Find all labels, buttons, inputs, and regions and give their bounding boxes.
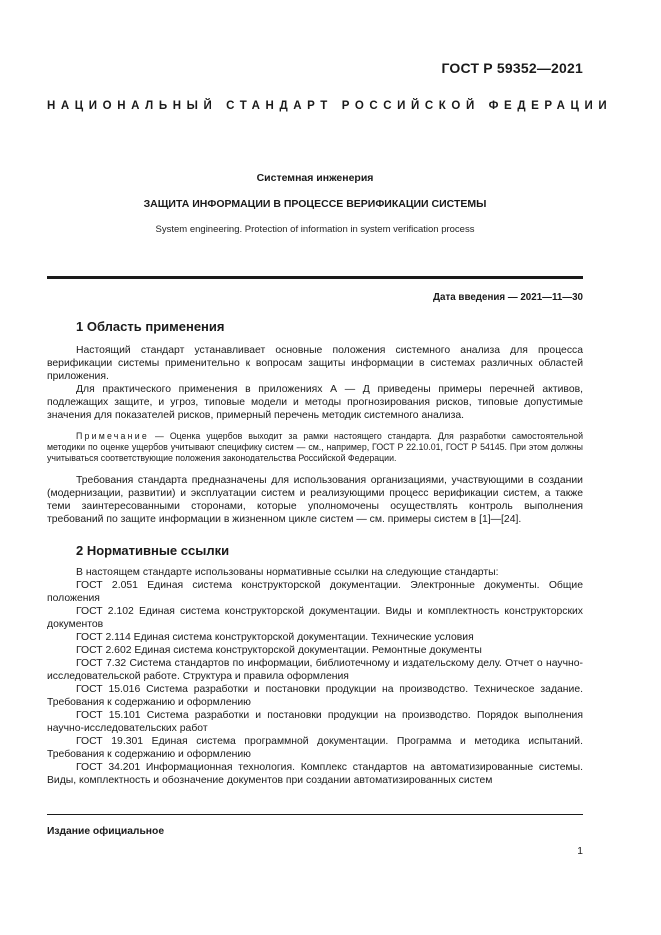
gost-number: ГОСТ Р 59352—2021 [441,60,583,76]
national-standard-banner: НАЦИОНАЛЬНЫЙ СТАНДАРТ РОССИЙСКОЙ ФЕДЕРАЦИИ [47,100,613,112]
title-main: ЗАЩИТА ИНФОРМАЦИИ В ПРОЦЕССЕ ВЕРИФИКАЦИИ СИСТЕМЫ [143,198,487,210]
note-label: Примечание [76,431,149,441]
reference-item: ГОСТ 15.016 Система разработки и постановки продукции на производство. Техническое задание. Требования к содержанию и оформлению [47,684,583,708]
reference-item: ГОСТ 7.32 Система стандартов по информации, библиотечному и издательскому делу. Отчет о научно-исследовательской работе. Структура и правила оформления [47,658,583,682]
page-number: 1 [577,846,583,857]
note-text: — Оценка ущербов выходит за рамки настоящего стандарта. Для разработки самостоятельной методики по оценке ущербов учитывают специфику систем — см., например, ГОСТ Р 22.10.01, ГОСТ Р 54145. При этом должны учитываться соответствующие положения законодательства Российской Федерации. [47,431,583,464]
reference-item: ГОСТ 2.602 Единая система конструкторской документации. Ремонтные документы [76,645,482,656]
section-1-paragraph-2: Для практического применения в приложениях А — Д приведены примеры перечней активов, подлежащих защите, и угроз, типовые модели и методы прогнозирования рисков, типовые допустимые значения для показателей рисков, примерный перечень методик системного анализа. [47,384,583,421]
section-1-note [47,431,583,465]
section-1-paragraph-1: Настоящий стандарт устанавливает основные положения системного анализа для процесса верификации системы применительно к вопросам защиты информации в системах различных областей приложения. [47,345,583,382]
section-2-heading: 2 Нормативные ссылки [76,543,230,558]
reference-item: ГОСТ 2.102 Единая система конструкторской документации. Виды и комплектность конструкторских документов [47,606,583,630]
reference-item: ГОСТ 19.301 Единая система программной документации. Программа и методика испытаний. Требования к содержанию и оформлению [47,736,583,760]
title-series: Системная инженерия [256,172,374,184]
reference-item: ГОСТ 34.201 Информационная технология. Комплекс стандартов на автоматизированные системы. Виды, комплектность и обозначение документов при создании автоматизированных систем [47,762,583,786]
official-edition-label: Издание официальное [47,826,165,837]
references-intro: В настоящем стандарте использованы нормативные ссылки на следующие стандарты: [76,567,499,578]
title-english: System engineering. Protection of information in system verification process [155,224,475,235]
reference-item: ГОСТ 2.051 Единая система конструкторской документации. Электронные документы. Общие положения [47,580,583,604]
footer-divider [47,814,583,815]
section-1-paragraph-3: Требования стандарта предназначены для использования организациями, участвующими в создании (модернизации, развитии) и эксплуатации систем и реализующими процесс верификации систем, а также теми заинтересованными сторонами, которые уполномочены осуществлять контроль выполнения требований по защите информации в жизненном цикле систем — см. примеры систем в [1]—[24]. [47,475,583,525]
title-divider [47,276,583,279]
reference-item: ГОСТ 2.114 Единая система конструкторской документации. Технические условия [76,632,474,643]
introduction-date: Дата введения — 2021—11—30 [433,292,583,303]
section-1-heading: 1 Область применения [76,319,225,334]
reference-item: ГОСТ 15.101 Система разработки и постановки продукции на производство. Порядок выполнения научно-исследовательских работ [47,710,583,734]
